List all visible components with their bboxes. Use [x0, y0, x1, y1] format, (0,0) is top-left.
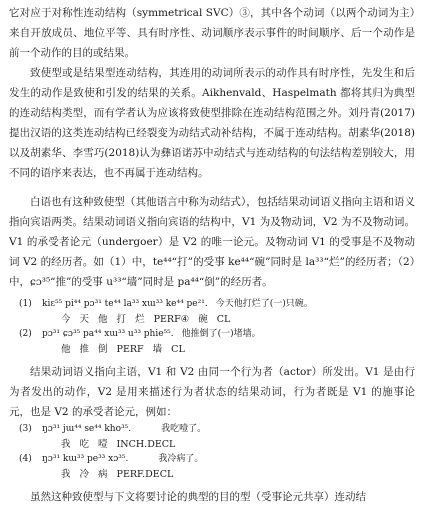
example-translation: 我冷病了。: [158, 454, 204, 464]
example-4: [9, 452, 415, 482]
example-1: [9, 297, 415, 327]
example-transcription: kiɛ⁵⁵ pi⁴⁴ pɔ³¹ te⁴⁴ la³³ xɯ³³ ke⁴⁴ pe²¹.: [42, 299, 208, 309]
example-number: (1): [19, 299, 32, 309]
paragraph-4: 结果动词语义指向主语，V1 和 V2 由同一个行为者（actor）所发出。V1 是由行为者发出的动作，V2 是用来描述行为者状态的结果动词，行为者既是 V1 的施事论元，也是 V2 的承受者论元，例如：: [9, 366, 415, 418]
example-number: (3): [19, 424, 32, 434]
example-transcription: pɔ³¹ ɕɔ³⁵ pa⁴⁴ xɯ³³ u³³ phie⁵⁵.: [42, 329, 174, 339]
example-gloss: 我 吃 噎 INCH.DECL: [61, 439, 176, 450]
example-translation: 我吃噎了。: [161, 424, 207, 434]
example-translation: 他推倒了(一)堵墙。: [181, 329, 261, 339]
example-transcription: ŋɔ³¹ kɯ³³ pe³³ xɔ³⁵.: [42, 454, 129, 464]
paragraph-1: 它对应于对称性连动结构（symmetrical SVC）③，其中各个动词（以两个动词为主）来自开放成员、地位平等、具有时序性、动词顺序表示事件的时间顺序、后一个动作是前一个动作的目的或结果。: [9, 7, 415, 59]
paragraph-3: 白语也有这种致使型（其他语言中称为动结式），包括结果动词语义指向主语和语义指向宾语两类。结果动词语义指向宾语的结构中，V1 为及物动词，V2 为不及物动词。V1 的承受者论元（undergoer）是 V2 的唯一论元。及物动词 V1 的受事是不及物动词 V2 的经历者。如（1）中，te⁴⁴“打”的受事 ke⁴⁴“碗”同时是 la³³“烂”的经历者；（2）中，ɕɔ³⁵“推”的受事 u³³“墙”同时是 pa⁴⁴“倒”的经历者。: [9, 196, 415, 288]
example-gloss: 他 推 倒 PERF 墙 CL: [61, 344, 185, 355]
paragraph-5: 虽然这种致使型与下文将要讨论的典型的目的型（受事论元共享）连动结: [30, 491, 366, 503]
example-gloss: 今 天 他 打 烂 PERF④ 碗 CL: [61, 314, 231, 325]
example-transcription: ŋɔ³¹ jɯ⁴⁴ se⁴⁴ kho³⁵.: [42, 424, 132, 434]
paragraph-2: 致使型或是结果型连动结构，其连用的动词所表示的动作具有时序性，先发生和后发生的动作是致使和引发的结果的关系。Aikhenvald、Haspelmath 都将其归为典型的连动结构类型，而有学者认为应该将致使型排除在连动结构范围之外。刘丹青(2017)提出汉语的这类连动结构已经裂变为动结式动补结构，不属于连动结构。胡素华(2018)以及胡素华、李雪巧(2018)认为彝语诺苏中动结式与连动结构的句法结构差别较大，用不同的语序来表达，也不再属于连动结构。: [9, 67, 415, 179]
example-2: [9, 327, 415, 357]
example-gloss: 我 冷 病 PERF.DECL: [61, 469, 174, 480]
example-translation: 今天他打烂了(一)只碗。: [215, 299, 313, 309]
example-number: (2): [19, 329, 32, 339]
example-number: (4): [19, 454, 32, 464]
spacer: [9, 183, 415, 192]
example-3: [9, 422, 415, 452]
